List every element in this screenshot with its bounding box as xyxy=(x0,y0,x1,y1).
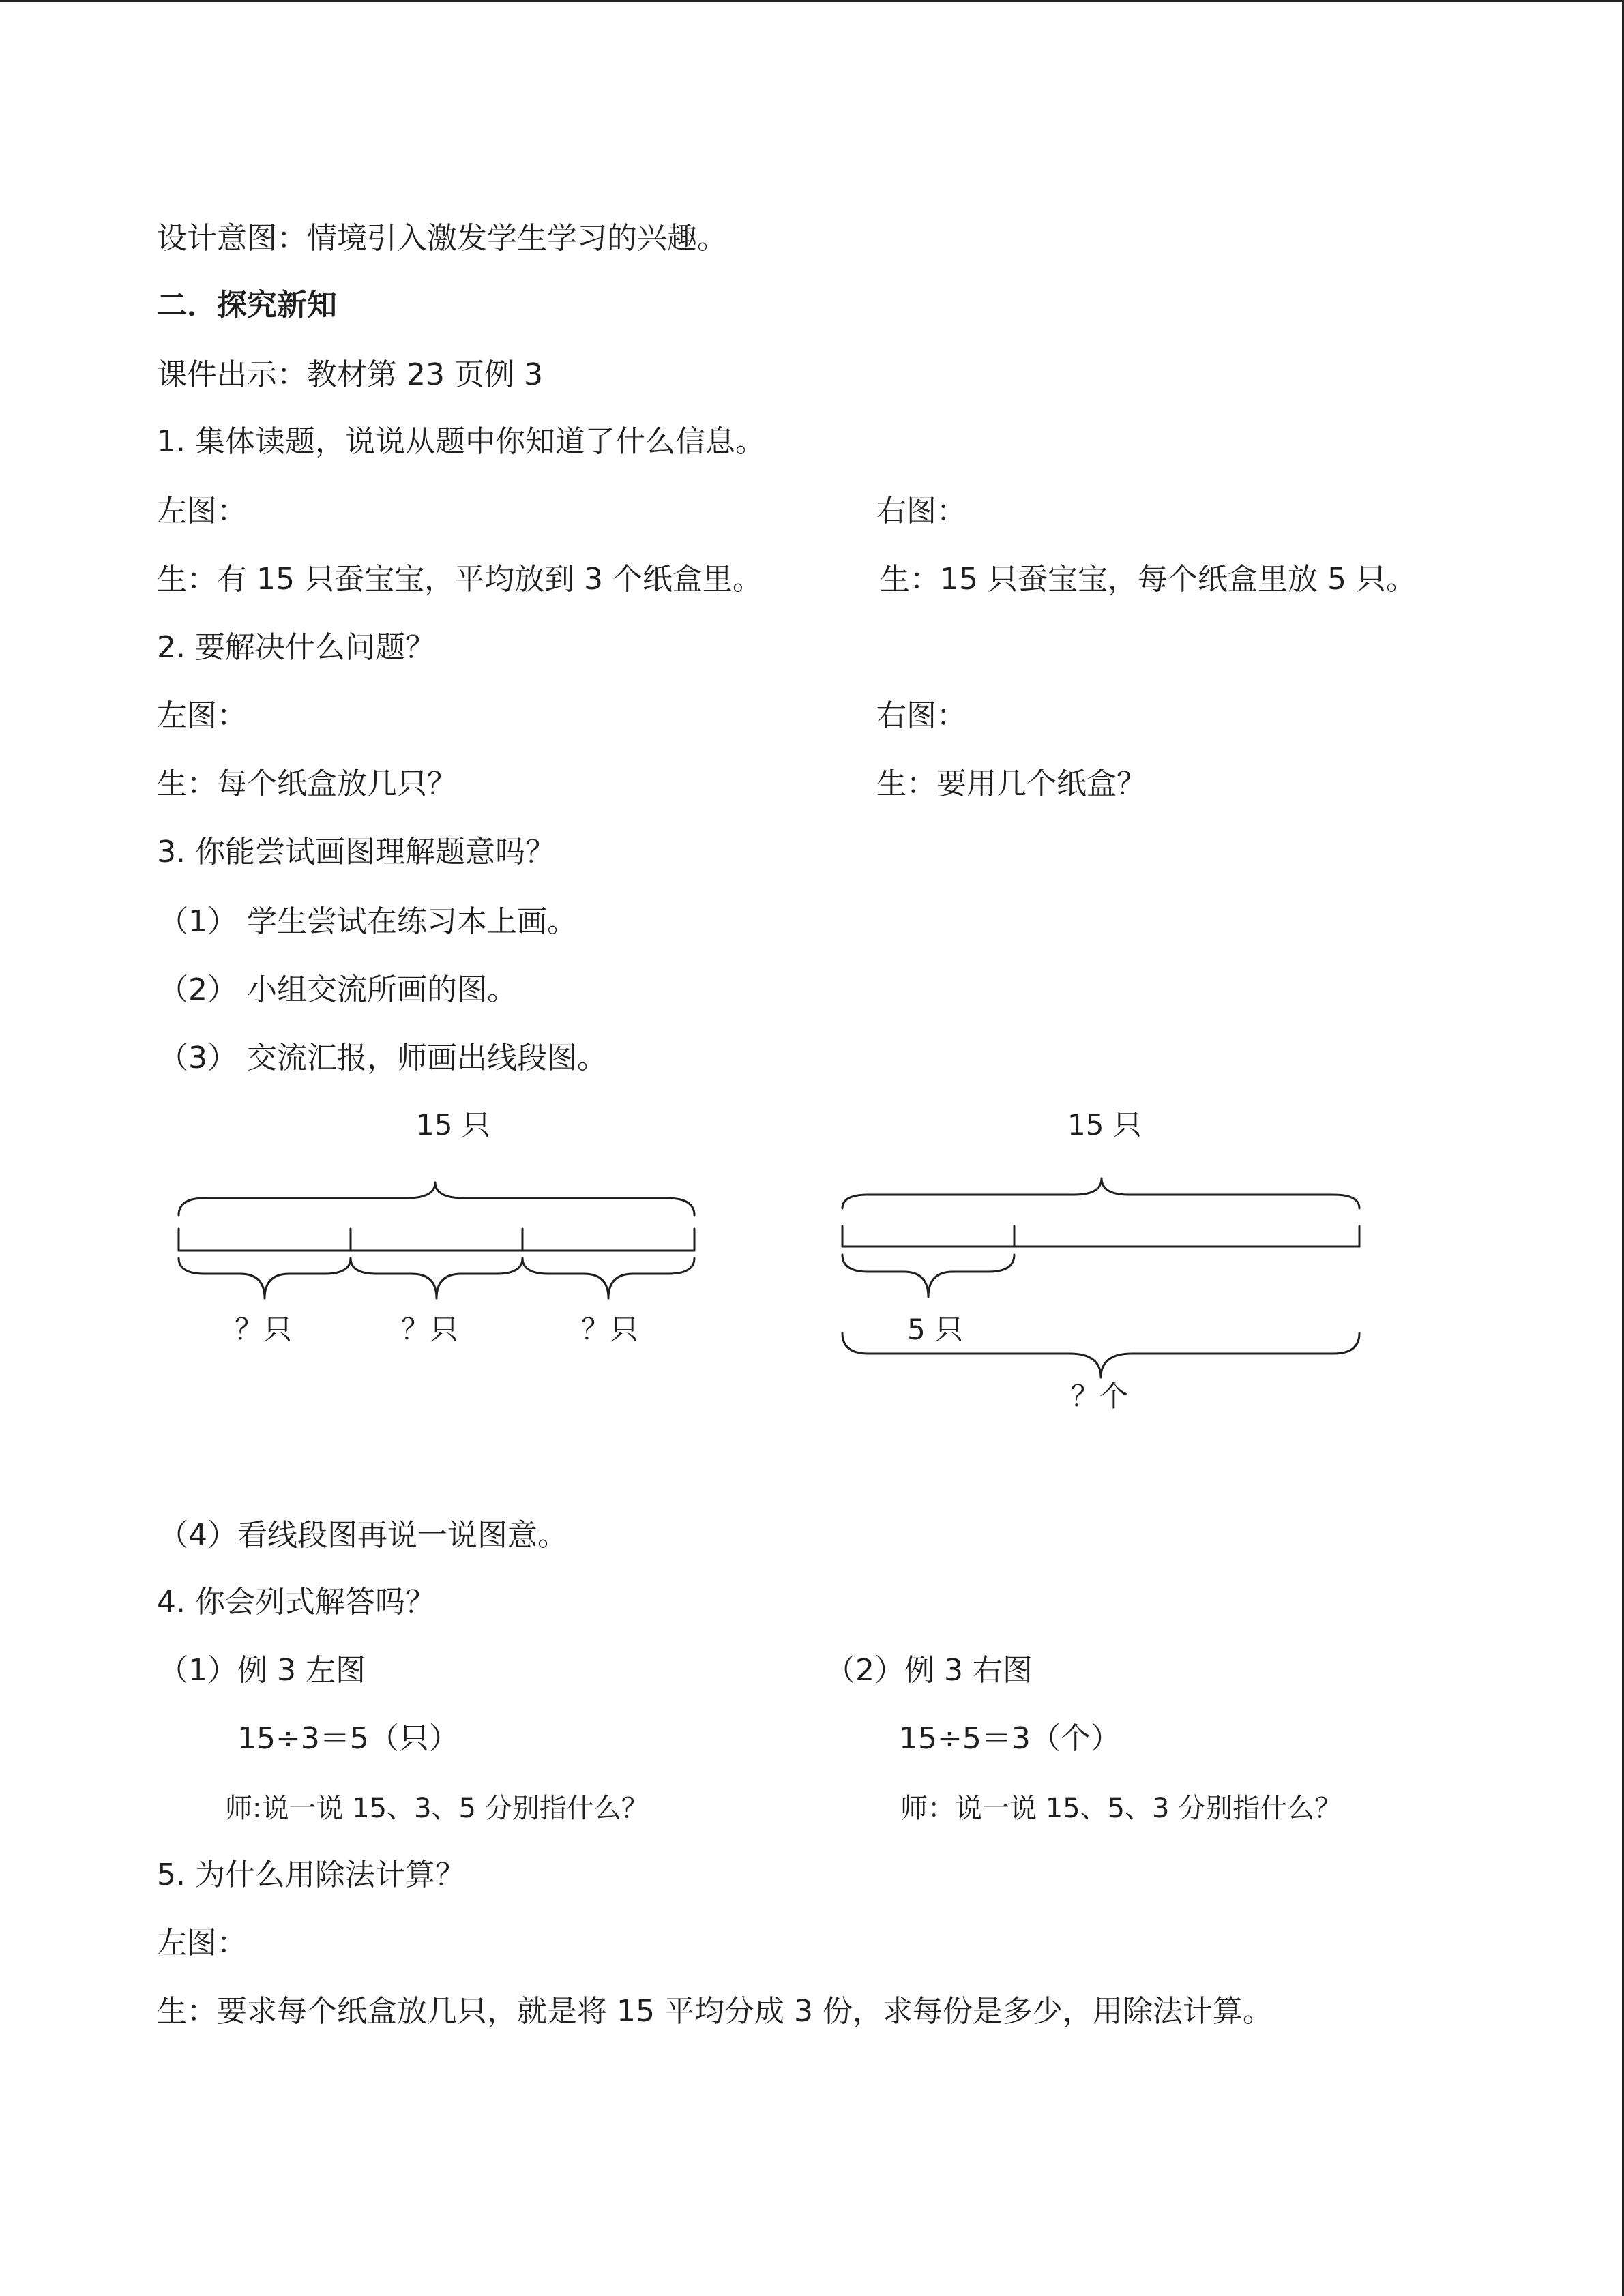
right-total-label: 15 只 xyxy=(1067,1108,1142,1142)
q4-left-formula: 15÷3＝5（只） xyxy=(237,1721,459,1756)
q4-right-teacher: 师：说一说 15、5、3 分别指什么？ xyxy=(900,1793,1342,1824)
q2-left-label: 左图： xyxy=(157,698,247,733)
q5-left-label: 左图： xyxy=(157,1926,247,1960)
q1-left-label: 左图： xyxy=(157,494,247,528)
q1-right-label: 右图： xyxy=(876,494,966,528)
right-total-brace xyxy=(842,1178,1359,1208)
question-2: 2. 要解决什么问题？ xyxy=(157,630,435,665)
left-part-brace-1 xyxy=(179,1258,351,1298)
step-1: （1） 学生尝试在练习本上画。 xyxy=(158,904,577,939)
question-5: 5. 为什么用除法计算？ xyxy=(157,1858,465,1892)
left-total-label: 15 只 xyxy=(416,1108,490,1142)
q1-left-answer: 生：有 15 只蚕宝宝，平均放到 3 个纸盒里。 xyxy=(157,562,763,597)
step-3: （3） 交流汇报，师画出线段图。 xyxy=(158,1041,607,1075)
q2-right-label: 右图： xyxy=(876,698,966,733)
q4-left-title: （1）例 3 左图 xyxy=(158,1653,366,1688)
q5-answer: 生：要求每个纸盒放几只，就是将 15 平均分成 3 份，求每份是多少，用除法计算。 xyxy=(157,1994,1273,2029)
q4-left-teacher: 师:说一说 15、3、5 分别指什么？ xyxy=(225,1793,649,1824)
right-part-label: 5 只 xyxy=(907,1313,964,1346)
left-part-brace-3 xyxy=(522,1258,694,1298)
right-part-brace xyxy=(842,1255,1014,1297)
left-total-brace xyxy=(179,1182,694,1215)
right-count-label: ？个 xyxy=(1071,1380,1129,1413)
question-1: 1. 集体读题，说说从题中你知道了什么信息。 xyxy=(157,424,765,459)
section-heading: 二．探究新知 xyxy=(157,288,337,323)
question-4: 4. 你会列式解答吗？ xyxy=(157,1585,435,1620)
step-2: （2） 小组交流所画的图。 xyxy=(158,972,517,1007)
step-4: （4）看线段图再说一说图意。 xyxy=(158,1518,567,1553)
left-part-label-3: ？只 xyxy=(581,1313,639,1346)
left-part-brace-2 xyxy=(351,1258,522,1298)
question-3: 3. 你能尝试画图理解题意吗？ xyxy=(157,835,555,869)
q2-left-answer: 生：每个纸盒放几只？ xyxy=(157,766,457,801)
left-diagram xyxy=(179,1182,694,1298)
q4-right-formula: 15÷5＝3（个） xyxy=(899,1721,1121,1756)
q1-right-answer: 生：15 只蚕宝宝，每个纸盒里放 5 只。 xyxy=(880,562,1416,597)
q2-right-answer: 生：要用几个纸盒？ xyxy=(876,766,1147,801)
design-intent: 设计意图：情境引入激发学生学习的兴趣。 xyxy=(157,221,727,256)
right-diagram xyxy=(842,1178,1359,1377)
courseware-line: 课件出示：教材第 23 页例 3 xyxy=(157,357,543,392)
q4-right-title: （2）例 3 右图 xyxy=(825,1653,1033,1688)
left-part-label-1: ？只 xyxy=(235,1313,293,1346)
left-part-label-2: ？只 xyxy=(401,1313,459,1346)
